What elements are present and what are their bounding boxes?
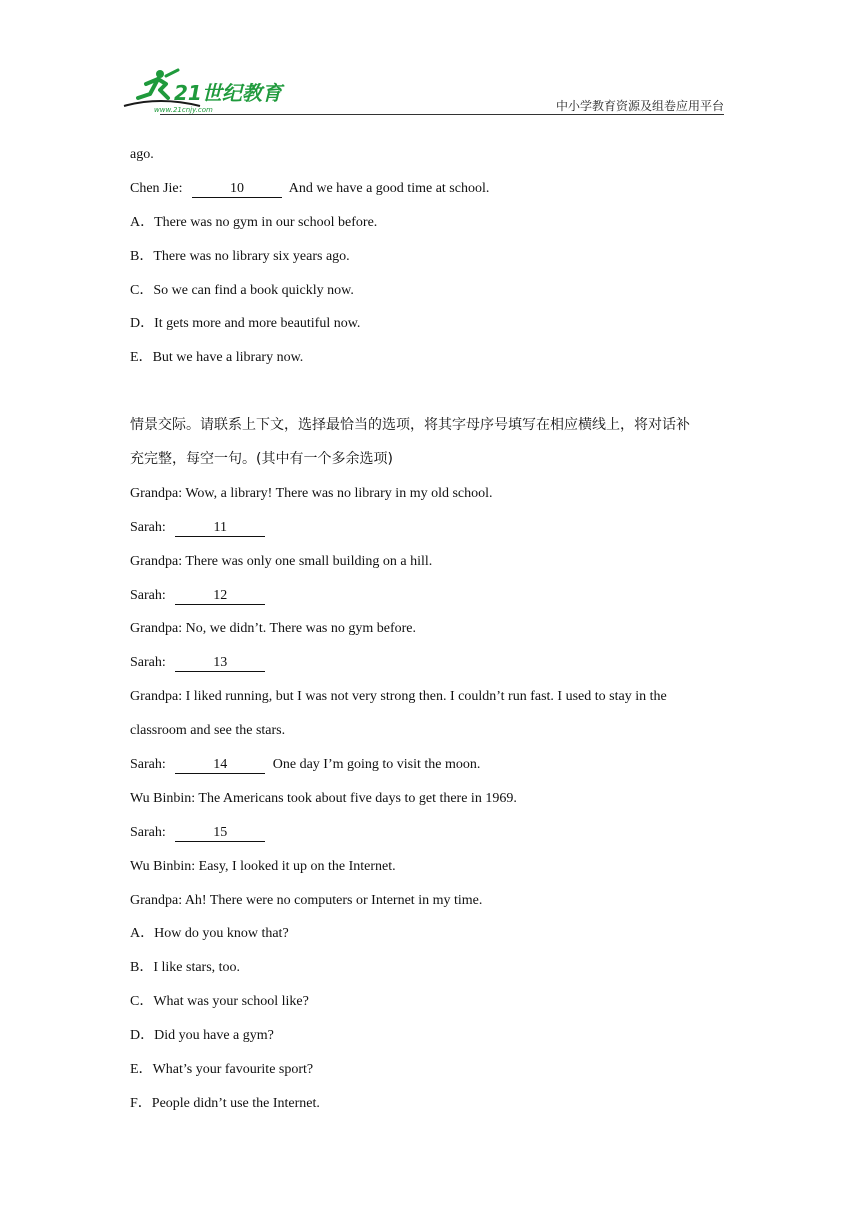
speaker: Sarah: [130, 824, 166, 840]
option-item [130, 951, 730, 985]
option-text: Did you have a gym? [154, 1028, 274, 1044]
answer-blank[interactable]: 14 [175, 757, 265, 774]
answer-blank[interactable]: 13 [175, 655, 265, 672]
option-item [130, 307, 730, 341]
option-letter: E． [130, 1062, 153, 1078]
option-letter: D． [130, 316, 155, 332]
speaker: Sarah: [130, 757, 166, 773]
logo-url: www.21cnjy.com [154, 106, 213, 114]
option-letter: C． [130, 282, 154, 298]
logo-text: 21世纪教育 [174, 81, 282, 105]
option-item [130, 985, 730, 1019]
option-letter: B． [130, 960, 154, 976]
option-letter: D． [130, 1028, 155, 1044]
option-text: I like stars, too. [153, 960, 241, 976]
answer-blank[interactable]: 12 [175, 588, 265, 605]
dialogue-line: Wu Binbin: The Americans took about five days to get there in 1969. [130, 790, 517, 806]
speaker: Chen Jie: [130, 180, 183, 196]
speaker: Sarah: [130, 519, 166, 535]
dialogue-line: Grandpa: I liked running, but I was not very strong then. I couldn’t run fast. I used to stay in the [130, 689, 667, 705]
section-gap [130, 375, 730, 409]
dialogue-line-blank [130, 748, 730, 782]
option-item [130, 341, 730, 375]
line-text: And we have a good time at school. [288, 180, 490, 196]
21cnjy-logo [120, 66, 290, 114]
dialogue-line: Grandpa: Ah! There were no computers or Internet in my time. [130, 892, 483, 908]
instruction-line: 情景交际。请联系上下文，选择最恰当的选项，将其字母序号填写在相应横线上，将对话补 [130, 417, 690, 434]
option-text: But we have a library now. [152, 350, 304, 366]
text-line: ago. [130, 147, 154, 162]
option-letter: E． [130, 350, 153, 366]
option-item [130, 240, 730, 274]
dialogue-line: Grandpa: Wow, a library! There was no library in my old school. [130, 485, 493, 501]
option-text: There was no gym in our school before. [154, 214, 378, 230]
option-letter: B． [130, 248, 154, 264]
option-text: There was no library six years ago. [153, 248, 350, 264]
answer-blank[interactable]: 10 [192, 181, 282, 198]
dialogue-line: Grandpa: No, we didn’t. There was no gym before. [130, 621, 417, 637]
answer-blank[interactable]: 15 [175, 825, 265, 842]
dialogue-line: Grandpa: There was only one small building on a hill. [130, 553, 433, 569]
option-item [130, 274, 730, 308]
dialogue-line-blank [130, 511, 730, 545]
option-item [130, 1019, 730, 1053]
dialogue-line-blank [130, 172, 730, 206]
option-text: So we can find a book quickly now. [153, 282, 354, 298]
option-text: People didn’t use the Internet. [151, 1095, 320, 1111]
dialogue-line-blank [130, 816, 730, 850]
speaker: Sarah: [130, 587, 166, 603]
option-text: How do you know that? [154, 926, 289, 942]
instruction-line: 充完整，每空一句。(其中有一个多余选项) [130, 451, 393, 468]
option-text: What’s your favourite sport? [152, 1062, 314, 1078]
option-letter: A． [130, 214, 155, 230]
header-platform-text: 中小学教育资源及组卷应用平台 [555, 99, 724, 113]
header-divider [160, 114, 724, 115]
option-item [130, 206, 730, 240]
option-letter: F． [130, 1095, 152, 1111]
option-letter: A． [130, 926, 155, 942]
option-item [130, 917, 730, 951]
option-letter: C． [130, 994, 154, 1010]
option-text: It gets more and more beautiful now. [154, 316, 361, 332]
dialogue-line-blank [130, 579, 730, 613]
speaker: Sarah: [130, 655, 166, 671]
answer-blank[interactable]: 11 [175, 520, 265, 537]
dialogue-line: Wu Binbin: Easy, I looked it up on the Internet. [130, 858, 396, 874]
option-text: What was your school like? [153, 994, 309, 1010]
dialogue-line: classroom and see the stars. [130, 723, 286, 739]
option-item [130, 1053, 730, 1087]
document-body [130, 138, 730, 1121]
option-item [130, 1087, 730, 1121]
dialogue-line-blank [130, 646, 730, 680]
line-text: One day I’m going to visit the moon. [272, 757, 481, 773]
page-header [120, 62, 724, 116]
